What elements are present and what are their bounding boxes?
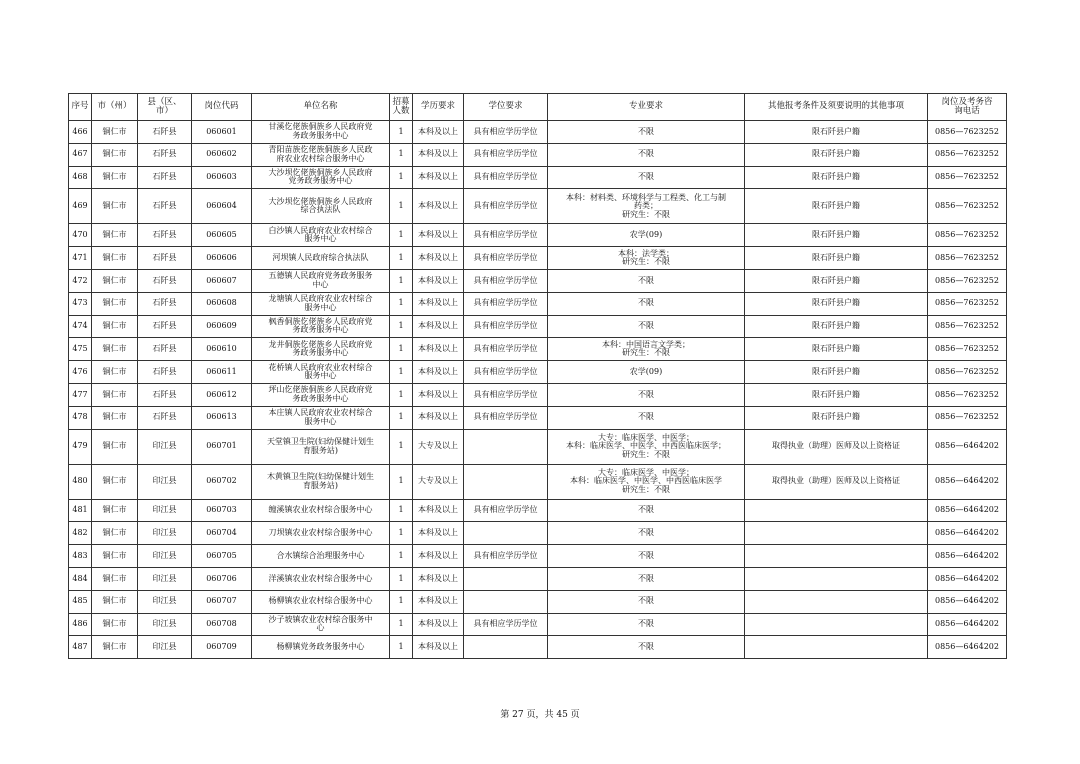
cell-code: 060613 [192, 406, 252, 429]
cell-unit: 甘溪仡佬族侗族乡人民政府党 务政务服务中心 [252, 121, 390, 144]
cell-count: 1 [390, 224, 413, 247]
cell-other [745, 567, 928, 590]
table-row [69, 166, 1007, 189]
cell-seq: 467 [69, 143, 92, 166]
cell-major: 不限 [548, 499, 745, 522]
cell-other: 限石阡县户籍 [745, 315, 928, 338]
cell-seq: 478 [69, 406, 92, 429]
recruitment-table [68, 93, 1007, 659]
cell-code: 060611 [192, 361, 252, 384]
table-row [69, 464, 1007, 499]
cell-other: 限石阡县户籍 [745, 189, 928, 224]
table-row [69, 522, 1007, 545]
cell-edu: 本科及以上 [413, 567, 464, 590]
cell-major: 大专：临床医学、中医学； 本科：临床医学、中医学、中西医临床医学； 研究生：不限 [548, 429, 745, 464]
cell-city: 铜仁市 [92, 143, 138, 166]
cell-edu: 本科及以上 [413, 247, 464, 270]
cell-seq: 473 [69, 292, 92, 315]
table-row [69, 636, 1007, 659]
cell-major: 不限 [548, 567, 745, 590]
cell-phone: 0856—7623252 [928, 224, 1007, 247]
cell-city: 铜仁市 [92, 429, 138, 464]
cell-unit: 坪山仡佬族侗族乡人民政府党 务政务服务中心 [252, 383, 390, 406]
header-city: 市（州） [92, 94, 138, 121]
cell-major: 不限 [548, 315, 745, 338]
cell-edu: 本科及以上 [413, 121, 464, 144]
cell-other [745, 499, 928, 522]
cell-code: 060603 [192, 166, 252, 189]
cell-edu: 本科及以上 [413, 143, 464, 166]
cell-degree: 具有相应学历学位 [464, 499, 548, 522]
cell-city: 铜仁市 [92, 121, 138, 144]
cell-city: 铜仁市 [92, 315, 138, 338]
cell-unit: 五德镇人民政府党务政务服务 中心 [252, 269, 390, 292]
cell-count: 1 [390, 613, 413, 636]
cell-major: 本科：材料类、环境科学与工程类、化工与制 药类； 研究生：不限 [548, 189, 745, 224]
cell-county: 印江县 [138, 429, 192, 464]
cell-city: 铜仁市 [92, 189, 138, 224]
cell-seq: 476 [69, 361, 92, 384]
cell-major: 不限 [548, 383, 745, 406]
header-seq: 序号 [69, 94, 92, 121]
cell-unit: 龙井侗族仡佬族乡人民政府党 务政务服务中心 [252, 338, 390, 361]
cell-major: 本科：法学类； 研究生：不限 [548, 247, 745, 270]
cell-degree: 具有相应学历学位 [464, 166, 548, 189]
cell-major: 本科：中国语言文学类； 研究生：不限 [548, 338, 745, 361]
cell-degree [464, 522, 548, 545]
cell-other: 限石阡县户籍 [745, 166, 928, 189]
cell-major: 农学(09) [548, 224, 745, 247]
cell-major: 不限 [548, 636, 745, 659]
cell-other: 限石阡县户籍 [745, 269, 928, 292]
cell-phone: 0856—7623252 [928, 166, 1007, 189]
cell-code: 060610 [192, 338, 252, 361]
table-row [69, 613, 1007, 636]
cell-degree [464, 429, 548, 464]
cell-seq: 483 [69, 545, 92, 568]
cell-county: 印江县 [138, 545, 192, 568]
cell-major: 不限 [548, 522, 745, 545]
cell-seq: 484 [69, 567, 92, 590]
cell-city: 铜仁市 [92, 567, 138, 590]
cell-count: 1 [390, 292, 413, 315]
cell-seq: 480 [69, 464, 92, 499]
cell-unit: 杨柳镇党务政务服务中心 [252, 636, 390, 659]
cell-county: 印江县 [138, 613, 192, 636]
cell-edu: 本科及以上 [413, 406, 464, 429]
cell-code: 060608 [192, 292, 252, 315]
cell-unit: 枫香侗族仡佬族乡人民政府党 务政务服务中心 [252, 315, 390, 338]
cell-unit: 木黄镇卫生院(妇幼保健计划生 育服务站) [252, 464, 390, 499]
table-row [69, 338, 1007, 361]
cell-count: 1 [390, 338, 413, 361]
cell-unit: 本庄镇人民政府农业农村综合 服务中心 [252, 406, 390, 429]
cell-city: 铜仁市 [92, 545, 138, 568]
cell-unit: 白沙镇人民政府农业农村综合 服务中心 [252, 224, 390, 247]
cell-degree [464, 590, 548, 613]
cell-county: 石阡县 [138, 166, 192, 189]
cell-edu: 本科及以上 [413, 361, 464, 384]
cell-city: 铜仁市 [92, 590, 138, 613]
cell-degree: 具有相应学历学位 [464, 143, 548, 166]
cell-degree: 具有相应学历学位 [464, 189, 548, 224]
cell-phone: 0856—6464202 [928, 522, 1007, 545]
cell-phone: 0856—7623252 [928, 247, 1007, 270]
cell-major: 不限 [548, 590, 745, 613]
cell-code: 060704 [192, 522, 252, 545]
cell-major: 不限 [548, 166, 745, 189]
cell-city: 铜仁市 [92, 338, 138, 361]
cell-code: 060702 [192, 464, 252, 499]
cell-degree: 具有相应学历学位 [464, 361, 548, 384]
cell-county: 印江县 [138, 499, 192, 522]
cell-unit: 青阳苗族仡佬族侗族乡人民政 府农业农村综合服务中心 [252, 143, 390, 166]
cell-degree: 具有相应学历学位 [464, 315, 548, 338]
cell-unit: 沙子坡镇农业农村综合服务中 心 [252, 613, 390, 636]
cell-seq: 469 [69, 189, 92, 224]
cell-edu: 本科及以上 [413, 315, 464, 338]
table-row [69, 269, 1007, 292]
cell-count: 1 [390, 383, 413, 406]
header-unit: 单位名称 [252, 94, 390, 121]
cell-unit: 花桥镇人民政府农业农村综合 服务中心 [252, 361, 390, 384]
cell-other [745, 613, 928, 636]
cell-other: 限石阡县户籍 [745, 292, 928, 315]
cell-phone: 0856—6464202 [928, 545, 1007, 568]
cell-county: 印江县 [138, 567, 192, 590]
cell-degree [464, 636, 548, 659]
cell-code: 060604 [192, 189, 252, 224]
cell-count: 1 [390, 189, 413, 224]
cell-seq: 482 [69, 522, 92, 545]
cell-count: 1 [390, 406, 413, 429]
table-row [69, 429, 1007, 464]
table-row [69, 567, 1007, 590]
cell-count: 1 [390, 464, 413, 499]
cell-phone: 0856—7623252 [928, 121, 1007, 144]
cell-unit: 刀坝镇农业农村综合服务中心 [252, 522, 390, 545]
header-code: 岗位代码 [192, 94, 252, 121]
cell-other: 限石阡县户籍 [745, 383, 928, 406]
cell-phone: 0856—6464202 [928, 636, 1007, 659]
cell-count: 1 [390, 361, 413, 384]
cell-seq: 475 [69, 338, 92, 361]
cell-county: 石阡县 [138, 224, 192, 247]
cell-edu: 本科及以上 [413, 545, 464, 568]
cell-degree [464, 464, 548, 499]
cell-major: 大专：临床医学、中医学； 本科：临床医学、中医学、中西医临床医学 研究生：不限 [548, 464, 745, 499]
header-degree: 学位要求 [464, 94, 548, 121]
cell-unit: 大沙坝仡佬族侗族乡人民政府 党务政务服务中心 [252, 166, 390, 189]
cell-other [745, 636, 928, 659]
cell-code: 060605 [192, 224, 252, 247]
cell-major: 不限 [548, 545, 745, 568]
cell-degree: 具有相应学历学位 [464, 406, 548, 429]
cell-degree: 具有相应学历学位 [464, 383, 548, 406]
cell-edu: 本科及以上 [413, 269, 464, 292]
header-other: 其他报考条件及须要说明的其他事项 [745, 94, 928, 121]
cell-unit: 天堂镇卫生院(妇幼保健计划生 育服务站) [252, 429, 390, 464]
cell-seq: 472 [69, 269, 92, 292]
cell-code: 060602 [192, 143, 252, 166]
cell-unit: 龙塘镇人民政府农业农村综合 服务中心 [252, 292, 390, 315]
cell-city: 铜仁市 [92, 636, 138, 659]
cell-other: 限石阡县户籍 [745, 361, 928, 384]
cell-count: 1 [390, 567, 413, 590]
cell-code: 060609 [192, 315, 252, 338]
cell-other: 限石阡县户籍 [745, 224, 928, 247]
cell-county: 印江县 [138, 464, 192, 499]
cell-phone: 0856—7623252 [928, 338, 1007, 361]
cell-city: 铜仁市 [92, 383, 138, 406]
cell-edu: 本科及以上 [413, 338, 464, 361]
cell-phone: 0856—7623252 [928, 406, 1007, 429]
cell-unit: 河坝镇人民政府综合执法队 [252, 247, 390, 270]
cell-edu: 本科及以上 [413, 636, 464, 659]
cell-unit: 杨柳镇农业农村综合服务中心 [252, 590, 390, 613]
cell-county: 石阡县 [138, 361, 192, 384]
table-body [69, 121, 1007, 659]
cell-city: 铜仁市 [92, 166, 138, 189]
cell-phone: 0856—7623252 [928, 292, 1007, 315]
cell-edu: 本科及以上 [413, 166, 464, 189]
cell-edu: 本科及以上 [413, 383, 464, 406]
cell-count: 1 [390, 590, 413, 613]
header-major: 专业要求 [548, 94, 745, 121]
cell-degree: 具有相应学历学位 [464, 269, 548, 292]
cell-city: 铜仁市 [92, 499, 138, 522]
cell-degree: 具有相应学历学位 [464, 292, 548, 315]
cell-degree: 具有相应学历学位 [464, 338, 548, 361]
cell-city: 铜仁市 [92, 224, 138, 247]
cell-count: 1 [390, 315, 413, 338]
cell-phone: 0856—7623252 [928, 143, 1007, 166]
cell-seq: 474 [69, 315, 92, 338]
cell-edu: 本科及以上 [413, 613, 464, 636]
cell-edu: 本科及以上 [413, 292, 464, 315]
cell-unit: 大沙坝仡佬族侗族乡人民政府 综合执法队 [252, 189, 390, 224]
cell-seq: 466 [69, 121, 92, 144]
cell-phone: 0856—7623252 [928, 315, 1007, 338]
cell-other: 限石阡县户籍 [745, 338, 928, 361]
cell-other [745, 545, 928, 568]
table-row [69, 143, 1007, 166]
cell-other: 限石阡县户籍 [745, 121, 928, 144]
cell-other: 限石阡县户籍 [745, 247, 928, 270]
cell-code: 060708 [192, 613, 252, 636]
cell-other: 限石阡县户籍 [745, 143, 928, 166]
cell-seq: 470 [69, 224, 92, 247]
table-row [69, 224, 1007, 247]
cell-seq: 487 [69, 636, 92, 659]
cell-county: 石阡县 [138, 315, 192, 338]
cell-seq: 485 [69, 590, 92, 613]
table-row [69, 590, 1007, 613]
cell-unit: 缠溪镇农业农村综合服务中心 [252, 499, 390, 522]
cell-major: 不限 [548, 406, 745, 429]
cell-city: 铜仁市 [92, 361, 138, 384]
cell-seq: 471 [69, 247, 92, 270]
cell-county: 印江县 [138, 590, 192, 613]
cell-degree: 具有相应学历学位 [464, 545, 548, 568]
cell-major: 不限 [548, 121, 745, 144]
cell-city: 铜仁市 [92, 406, 138, 429]
cell-phone: 0856—6464202 [928, 499, 1007, 522]
cell-code: 060601 [192, 121, 252, 144]
cell-unit: 合水镇综合治理服务中心 [252, 545, 390, 568]
cell-code: 060607 [192, 269, 252, 292]
cell-code: 060612 [192, 383, 252, 406]
cell-code: 060701 [192, 429, 252, 464]
cell-phone: 0856—6464202 [928, 613, 1007, 636]
cell-phone: 0856—7623252 [928, 361, 1007, 384]
cell-count: 1 [390, 545, 413, 568]
cell-county: 石阡县 [138, 338, 192, 361]
cell-county: 石阡县 [138, 121, 192, 144]
cell-count: 1 [390, 247, 413, 270]
header-row [69, 94, 1007, 121]
cell-other: 限石阡县户籍 [745, 406, 928, 429]
cell-county: 石阡县 [138, 189, 192, 224]
cell-unit: 洋溪镇农业农村综合服务中心 [252, 567, 390, 590]
cell-code: 060606 [192, 247, 252, 270]
cell-edu: 本科及以上 [413, 224, 464, 247]
cell-phone: 0856—7623252 [928, 189, 1007, 224]
cell-degree: 具有相应学历学位 [464, 613, 548, 636]
table-row [69, 383, 1007, 406]
cell-code: 060705 [192, 545, 252, 568]
cell-edu: 本科及以上 [413, 499, 464, 522]
cell-other: 取得执业（助理）医师及以上资格证 [745, 429, 928, 464]
cell-city: 铜仁市 [92, 464, 138, 499]
cell-phone: 0856—6464202 [928, 567, 1007, 590]
cell-edu: 本科及以上 [413, 189, 464, 224]
cell-major: 不限 [548, 613, 745, 636]
cell-county: 石阡县 [138, 292, 192, 315]
cell-major: 不限 [548, 143, 745, 166]
cell-county: 印江县 [138, 636, 192, 659]
cell-count: 1 [390, 429, 413, 464]
table-row [69, 121, 1007, 144]
cell-edu: 大专及以上 [413, 429, 464, 464]
header-count: 招募 人数 [390, 94, 413, 121]
cell-code: 060709 [192, 636, 252, 659]
cell-degree [464, 567, 548, 590]
cell-major: 农学(09) [548, 361, 745, 384]
cell-county: 印江县 [138, 522, 192, 545]
cell-city: 铜仁市 [92, 269, 138, 292]
cell-other [745, 590, 928, 613]
header-phone: 岗位及考务咨 询电话 [928, 94, 1007, 121]
table-row [69, 189, 1007, 224]
cell-seq: 481 [69, 499, 92, 522]
cell-phone: 0856—7623252 [928, 269, 1007, 292]
cell-code: 060706 [192, 567, 252, 590]
cell-county: 石阡县 [138, 406, 192, 429]
page-footer: 第 27 页，共 45 页 [500, 710, 580, 720]
table-row [69, 247, 1007, 270]
cell-seq: 468 [69, 166, 92, 189]
cell-city: 铜仁市 [92, 292, 138, 315]
cell-seq: 486 [69, 613, 92, 636]
cell-county: 石阡县 [138, 143, 192, 166]
table-row [69, 406, 1007, 429]
cell-count: 1 [390, 499, 413, 522]
cell-count: 1 [390, 636, 413, 659]
cell-degree: 具有相应学历学位 [464, 247, 548, 270]
cell-count: 1 [390, 522, 413, 545]
cell-county: 石阡县 [138, 383, 192, 406]
cell-code: 060707 [192, 590, 252, 613]
cell-edu: 大专及以上 [413, 464, 464, 499]
cell-count: 1 [390, 269, 413, 292]
cell-count: 1 [390, 121, 413, 144]
table-row [69, 315, 1007, 338]
header-edu: 学历要求 [413, 94, 464, 121]
cell-county: 石阡县 [138, 269, 192, 292]
table-row [69, 499, 1007, 522]
cell-phone: 0856—6464202 [928, 590, 1007, 613]
cell-other [745, 522, 928, 545]
cell-edu: 本科及以上 [413, 590, 464, 613]
cell-major: 不限 [548, 292, 745, 315]
cell-seq: 479 [69, 429, 92, 464]
cell-degree: 具有相应学历学位 [464, 121, 548, 144]
cell-count: 1 [390, 166, 413, 189]
cell-seq: 477 [69, 383, 92, 406]
table-row [69, 545, 1007, 568]
cell-code: 060703 [192, 499, 252, 522]
cell-city: 铜仁市 [92, 522, 138, 545]
cell-major: 不限 [548, 269, 745, 292]
table-row [69, 361, 1007, 384]
cell-phone: 0856—6464202 [928, 464, 1007, 499]
cell-degree: 具有相应学历学位 [464, 224, 548, 247]
cell-phone: 0856—6464202 [928, 429, 1007, 464]
cell-count: 1 [390, 143, 413, 166]
cell-city: 铜仁市 [92, 247, 138, 270]
cell-edu: 本科及以上 [413, 522, 464, 545]
cell-county: 石阡县 [138, 247, 192, 270]
header-county: 县（区、 市） [138, 94, 192, 121]
cell-city: 铜仁市 [92, 613, 138, 636]
cell-phone: 0856—7623252 [928, 383, 1007, 406]
table-row [69, 292, 1007, 315]
cell-other: 取得执业（助理）医师及以上资格证 [745, 464, 928, 499]
